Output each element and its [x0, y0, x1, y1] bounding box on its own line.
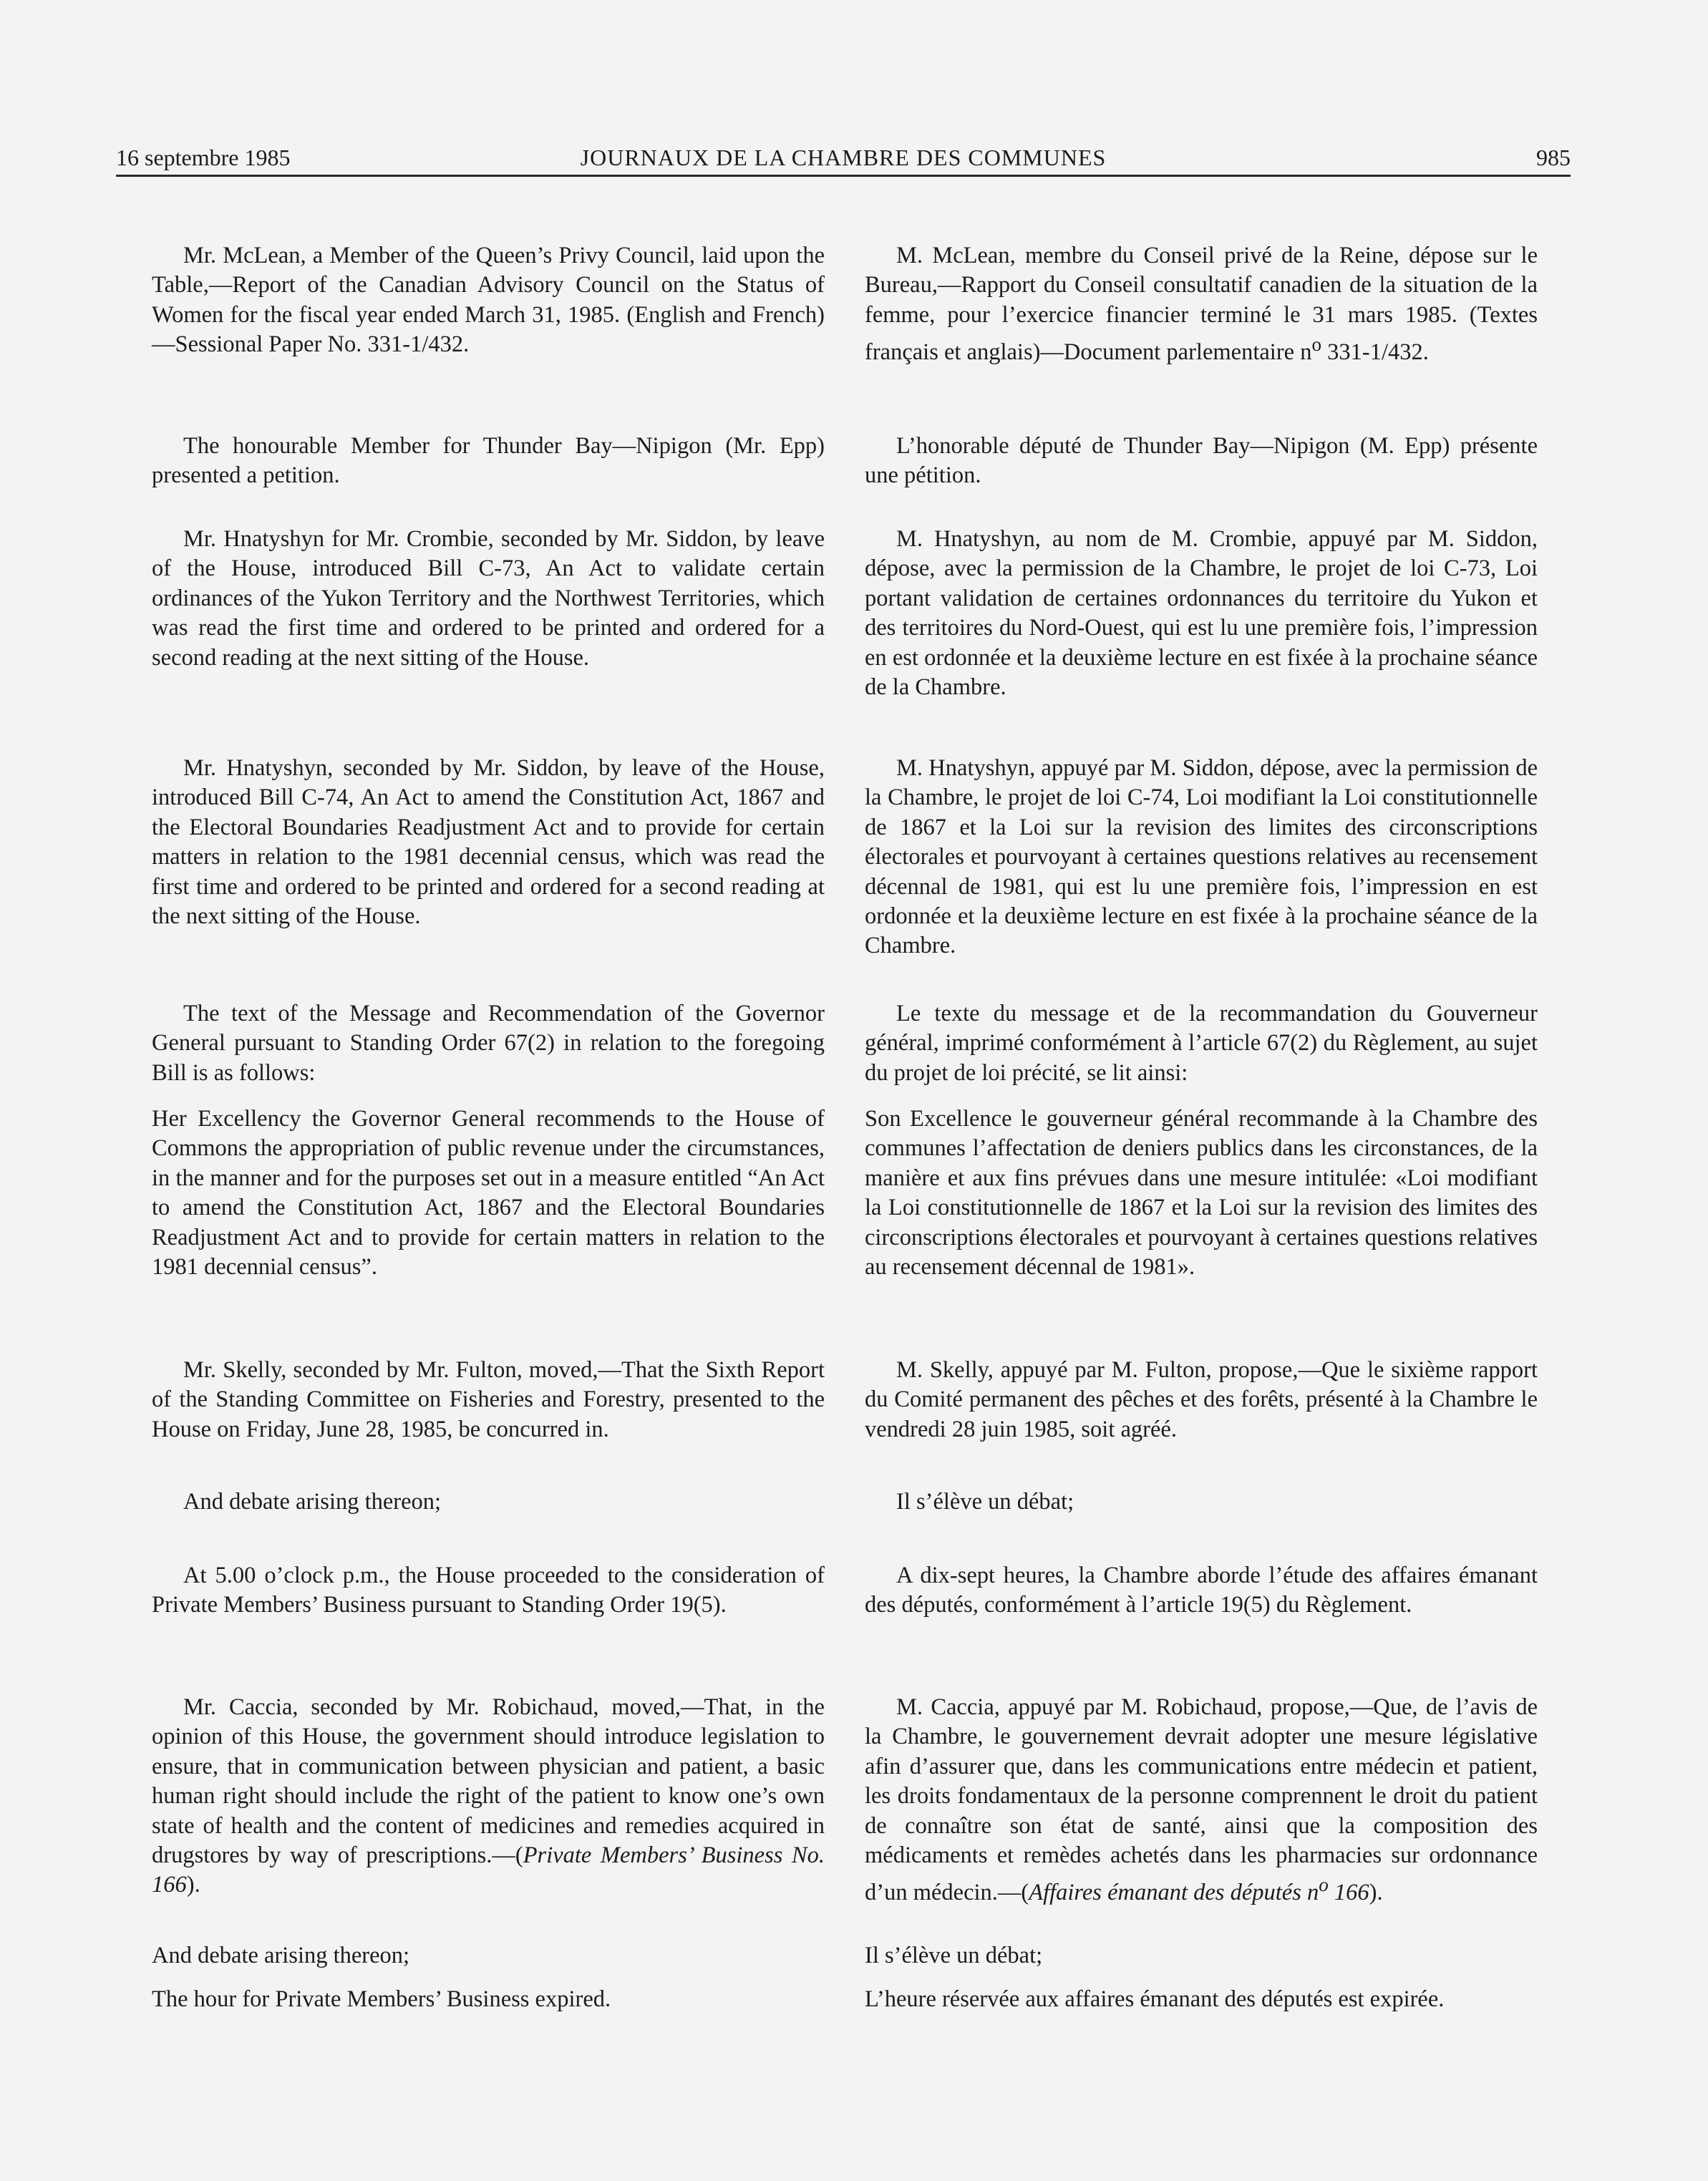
en-paragraph-hour-expired: The hour for Private Members’ Business expired. — [152, 1986, 611, 2012]
page-header — [116, 143, 1571, 177]
fr-paragraph-petition: L’honorable député de Thunder Bay—Nipigon (M. Epp) présente une pétition. — [865, 433, 1538, 489]
en-paragraph-private-business: At 5.00 o’clock p.m., the House proceeded to the consideration of Private Members’ Business pursuant to Standing Order 19(5). — [152, 1563, 825, 1618]
fr-paragraph-debate-1: Il s’élève un débat; — [896, 1489, 1074, 1515]
en-paragraph-petition: The honourable Member for Thunder Bay—Nipigon (Mr. Epp) presented a petition. — [152, 433, 825, 489]
header-date: 16 septembre 1985 — [116, 145, 291, 170]
fr-paragraph-bill-c73: M. Hnatyshyn, au nom de M. Crombie, appuyé par M. Siddon, dépose, avec la permission de la Chambre, le projet de loi C-73, Loi portant validation de certaines ordonnances du territoire du Yukon et des territoires du Nord-Ouest, qui est lu une première fois, l’impression en est ordonnée et la deuxième lecture en est fixée à la prochaine séance de la Chambre. — [865, 526, 1538, 701]
fr-paragraph-message-intro: Le texte du message et de la recommandation du Gouverneur général, imprimé conformément à l’article 67(2) du Règlement, au sujet du projet de loi précité, se lit ainsi: — [865, 1001, 1538, 1086]
header-title: JOURNAUX DE LA CHAMBRE DES COMMUNES — [580, 145, 1107, 170]
en-paragraph-report-tabled: Mr. McLean, a Member of the Queen’s Privy Council, laid upon the Table,—Report of the Canadian Advisory Council on the Status of Women for the fiscal year ended March 31, 1985. (English and French)—Sessional Paper No. 331-1/432. — [152, 243, 825, 358]
en-paragraph-caccia-motion: Mr. Caccia, seconded by Mr. Robichaud, moved,—That, in the opinion of this House, the government should introduce legislation to ensure, that in communication between physician and patient, a basic human right should include the right of the patient to know one’s own state of health and the content of medicines and remedies acquired in drugstores by way of prescriptions.—(Private Members’ Business No. 166). — [152, 1694, 825, 1898]
fr-paragraph-private-business: A dix-sept heures, la Chambre aborde l’étude des affaires émanant des députés, conformément à l’article 19(5) du Règlement. — [865, 1563, 1538, 1618]
fr-paragraph-caccia-motion: M. Caccia, appuyé par M. Robichaud, propose,—Que, de l’avis de la Chambre, le gouvernement devrait adopter une mesure législative afin d’assurer que, dans les communications entre médecin et patient, les droits fondamentaux de la personne comprennent le droit du patient de connaître son état de santé, ainsi que la composition des médicaments et remèdes achetés dans les pharmacies sur ordonnance d’un médecin.—(Affaires émanant des députés $n^o$ 166). — [865, 1694, 1538, 1906]
en-paragraph-skelly-motion: Mr. Skelly, seconded by Mr. Fulton, moved,—That the Sixth Report of the Standing Committee on Fisheries and Forestry, presented to the House on Friday, June 28, 1985, be concurred in. — [152, 1357, 825, 1442]
en-paragraph-bill-c73: Mr. Hnatyshyn for Mr. Crombie, seconded by Mr. Siddon, by leave of the House, introduced Bill C-73, An Act to validate certain ordinances of the Yukon Territory and the Northwest Territories, which was read the first time and ordered to be printed and ordered for a second reading at the next sitting of the House. — [152, 526, 825, 671]
header-page-number: 985 — [1536, 145, 1571, 170]
en-paragraph-debate-2: And debate arising thereon; — [152, 1943, 410, 1968]
fr-paragraph-hour-expired: L’heure réservée aux affaires émanant des députés est expirée. — [865, 1986, 1445, 2012]
fr-paragraph-report-tabled: M. McLean, membre du Conseil privé de la Reine, dépose sur le Bureau,—Rapport du Conseil consultatif canadien de la situation de la femme, pour l’exercice financier terminé le 31 mars 1985. (Textes français et anglais)—Document parlementaire $n^o$ 331-1/432. — [865, 243, 1538, 366]
fr-paragraph-skelly-motion: M. Skelly, appuyé par M. Fulton, propose,—Que le sixième rapport du Comité permanent des pêches et des forêts, présenté à la Chambre le vendredi 28 juin 1985, soit agréé. — [865, 1357, 1538, 1442]
fr-motion-reference: Affaires émanant des députés $n^o$ 166 — [1029, 1874, 1369, 1906]
fr-paragraph-bill-c74: M. Hnatyshyn, appuyé par M. Siddon, dépose, avec la permission de la Chambre, le projet de loi C-74, Loi modifiant la Loi constitutionnelle de 1867 et la Loi sur la revision des limites des circonscriptions électorales et pourvoyant à certaines questions relatives au recensement décennal de 1981, qui est lu une première fois, l’impression en est ordonnée et la deuxième lecture en est fixée à la prochaine séance de la Chambre. — [865, 755, 1538, 959]
en-paragraph-debate-1: And debate arising thereon; — [183, 1489, 442, 1515]
en-paragraph-recommendation: Her Excellency the Governor General recommends to the House of Commons the appropriation of public revenue under the circumstances, in the manner and for the purposes set out in a measure entitled “An Act to amend the Constitution Act, 1867 and the Electoral Boundaries Readjustment Act and to provide for certain matters in relation to the 1981 decennial census”. — [152, 1106, 825, 1281]
en-motion-reference: Private Members’ Business No. 166 — [152, 1842, 825, 1898]
en-paragraph-message-intro: The text of the Message and Recommendation of the Governor General pursuant to Standing Order 67(2) in relation to the foregoing Bill is as follows: — [152, 1001, 825, 1086]
fr-paragraph-recommendation: Son Excellence le gouverneur général recommande à la Chambre des communes l’affectation de deniers publics dans les circonstances, de la manière et aux fins prévues dans une mesure intitulée: «Loi modifiant la Loi constitutionnelle de 1867 et la Loi sur la revision des limites des circonscriptions électorales et pourvoyant à certaines questions relatives au recensement décennal de 1981». — [865, 1106, 1538, 1281]
en-paragraph-bill-c74: Mr. Hnatyshyn, seconded by Mr. Siddon, by leave of the House, introduced Bill C-74, An Act to amend the Constitution Act, 1867 and the Electoral Boundaries Readjustment Act and to provide for certain matters in relation to the 1981 decennial census, which was read the first time and ordered to be printed and ordered for a second reading at the next sitting of the House. — [152, 755, 825, 930]
fr-paragraph-debate-2: Il s’élève un débat; — [865, 1943, 1043, 1968]
